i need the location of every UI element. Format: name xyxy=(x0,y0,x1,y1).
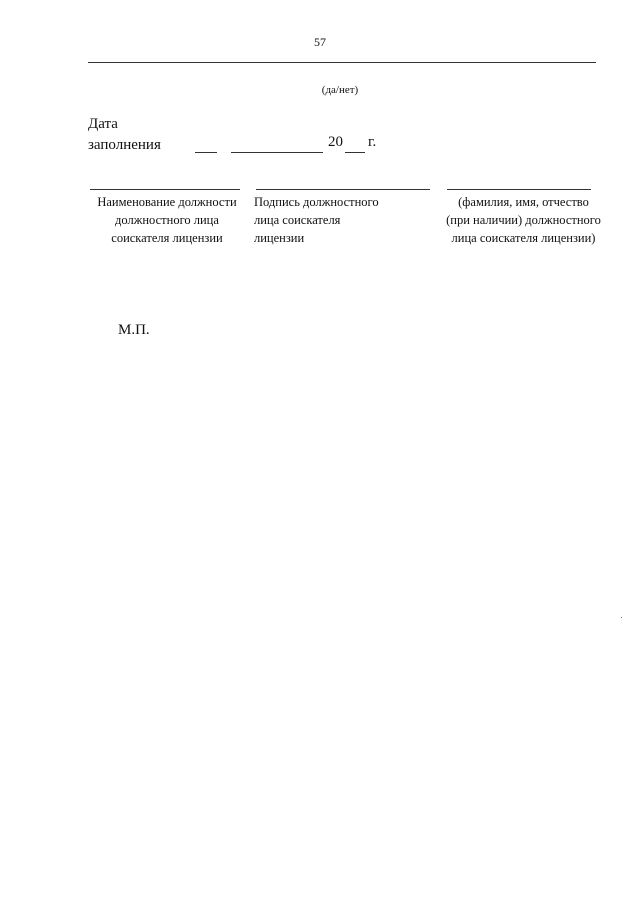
signature-caption: Подпись должностного лица соискателя лицензии xyxy=(254,195,379,245)
date-year-blank xyxy=(345,152,365,153)
page-number: 57 xyxy=(314,35,326,49)
date-year-prefix: 20 xyxy=(328,134,343,150)
date-year-suffix: г. xyxy=(368,134,377,150)
date-label-line1: Дата xyxy=(88,116,118,132)
date-label xyxy=(88,114,161,156)
stamp-label: М.П. xyxy=(118,322,150,338)
position-line xyxy=(90,189,240,190)
full-name-caption: (фамилия, имя, отчество (при наличии) должностного лица соискателя лицензии) xyxy=(446,195,601,245)
date-month-blank xyxy=(231,152,323,153)
position-caption: Наименование должности должностного лица соискателя лицензии xyxy=(97,195,237,245)
date-day-blank xyxy=(195,152,217,153)
scan-speck xyxy=(621,617,622,618)
signature-line xyxy=(256,189,430,190)
answer-line xyxy=(88,62,596,63)
date-label-line2: заполнения xyxy=(88,137,161,153)
choice-caption: (да/нет) xyxy=(321,84,359,96)
full-name-line xyxy=(447,189,591,190)
